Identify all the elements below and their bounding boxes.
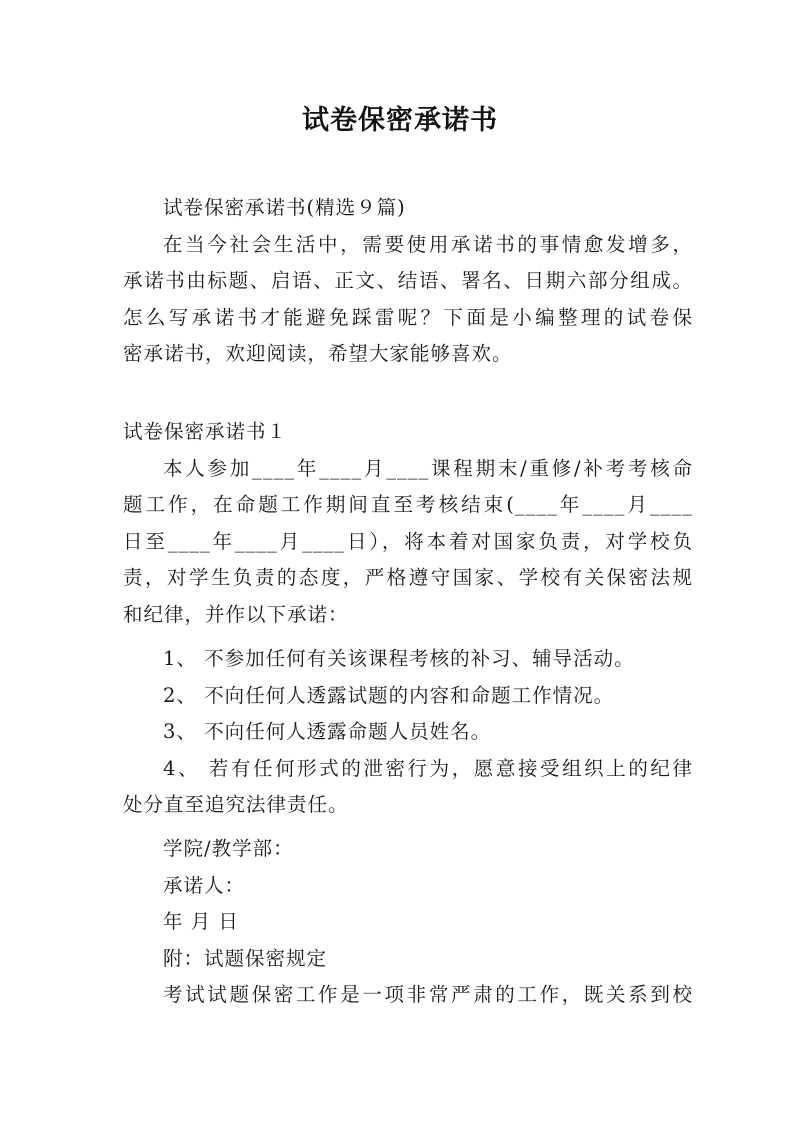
signer-label: 承诺人： xyxy=(163,874,246,897)
intro-line-3: 怎么写承诺书才能避免踩雷呢？下面是小编整理的试卷保 xyxy=(123,306,693,329)
pledge-item-1: 1、 不参加任何有关该课程考核的补习、辅导活动。 xyxy=(163,647,635,670)
document-title: 试卷保密承诺书 xyxy=(302,105,498,136)
intro-line-4: 密承诺书，欢迎阅读，希望大家能够喜欢。 xyxy=(123,342,513,365)
section-heading: 试卷保密承诺书１ xyxy=(123,420,288,443)
body-line-2: 题工作，在命题工作期间直至考核结束(____年____月____ xyxy=(123,493,693,516)
body-line-3: 日至____年____月____日），将本着对国家负责，对学校负 xyxy=(123,530,693,553)
intro-line-1: 在当今社会生活中，需要使用承诺书的事情愈发增多， xyxy=(163,233,693,256)
pledge-item-4: 4、 若有任何形式的泄密行为，愿意接受组织上的纪律 xyxy=(163,757,693,780)
body-line-1: 本人参加____年____月____课程期末/重修/补考考核命 xyxy=(163,457,693,480)
department-label: 学院/教学部： xyxy=(163,837,294,860)
body-line-4: 责，对学生负责的态度，严格遵守国家、学校有关保密法规 xyxy=(123,566,693,589)
pledge-item-2: 2、 不向任何人透露试题的内容和命题工作情况。 xyxy=(163,684,615,707)
doc-subtitle: 试卷保密承诺书(精选９篇) xyxy=(163,196,406,219)
appendix-line-1: 考试试题保密工作是一项非常严肃的工作，既关系到校 xyxy=(163,983,693,1006)
date-label: 年 月 日 xyxy=(163,910,239,933)
appendix-heading: 附：试题保密规定 xyxy=(163,947,328,970)
body-line-5: 和纪律，并作以下承诺： xyxy=(123,603,349,626)
intro-line-2: 承诺书由标题、启语、正文、结语、署名、日期六部分组成。 xyxy=(123,269,693,292)
pledge-item-3: 3、 不向任何人透露命题人员姓名。 xyxy=(163,720,492,743)
pledge-item-4-cont: 处分直至追究法律责任。 xyxy=(123,793,349,816)
